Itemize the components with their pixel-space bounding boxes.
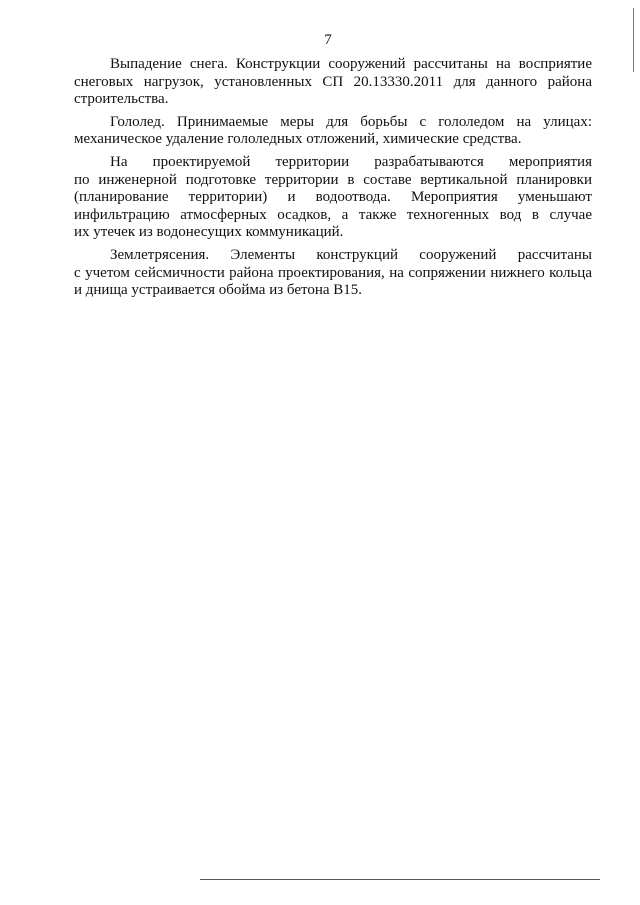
paragraph-ice [74,114,592,149]
text-line: механическое удаление гололедных отложений, химические средства. [74,131,522,148]
document-body [74,56,592,305]
text-line: по инженерной подготовке территории в составе вертикальной планировки [74,171,592,188]
paragraph-earthquake [74,247,592,300]
text-line: инфильтрацию атмосферных осадков, а также техногенных вод в случае [74,206,592,223]
page-number: 7 [324,32,332,48]
bottom-scan-line [200,879,600,880]
text-line: снеговых нагрузок, установленных СП 20.13330.2011 для данного района [74,73,592,90]
text-line: строительства. [74,91,169,108]
text-line: с учетом сейсмичности района проектирования, на сопряжении нижнего кольца [74,264,592,281]
text-line: (планирование территории) и водоотвода. Мероприятия уменьшают [74,189,592,206]
text-line: Землетрясения. Элементы конструкций сооружений рассчитаны [110,246,592,263]
text-line: и днища устраивается обойма из бетона В15. [74,282,363,299]
text-line: Гололед. Принимаемые меры для борьбы с гололедом на улицах: [110,113,592,130]
text-line: их утечек из водонесущих коммуникаций. [74,224,344,241]
text-line: На проектируемой территории разрабатываются мероприятия [110,153,592,170]
paragraph-territory [74,154,592,242]
text-line: Выпадение снега. Конструкции сооружений рассчитаны на восприятие [110,56,592,72]
paragraph-snow [74,56,592,109]
